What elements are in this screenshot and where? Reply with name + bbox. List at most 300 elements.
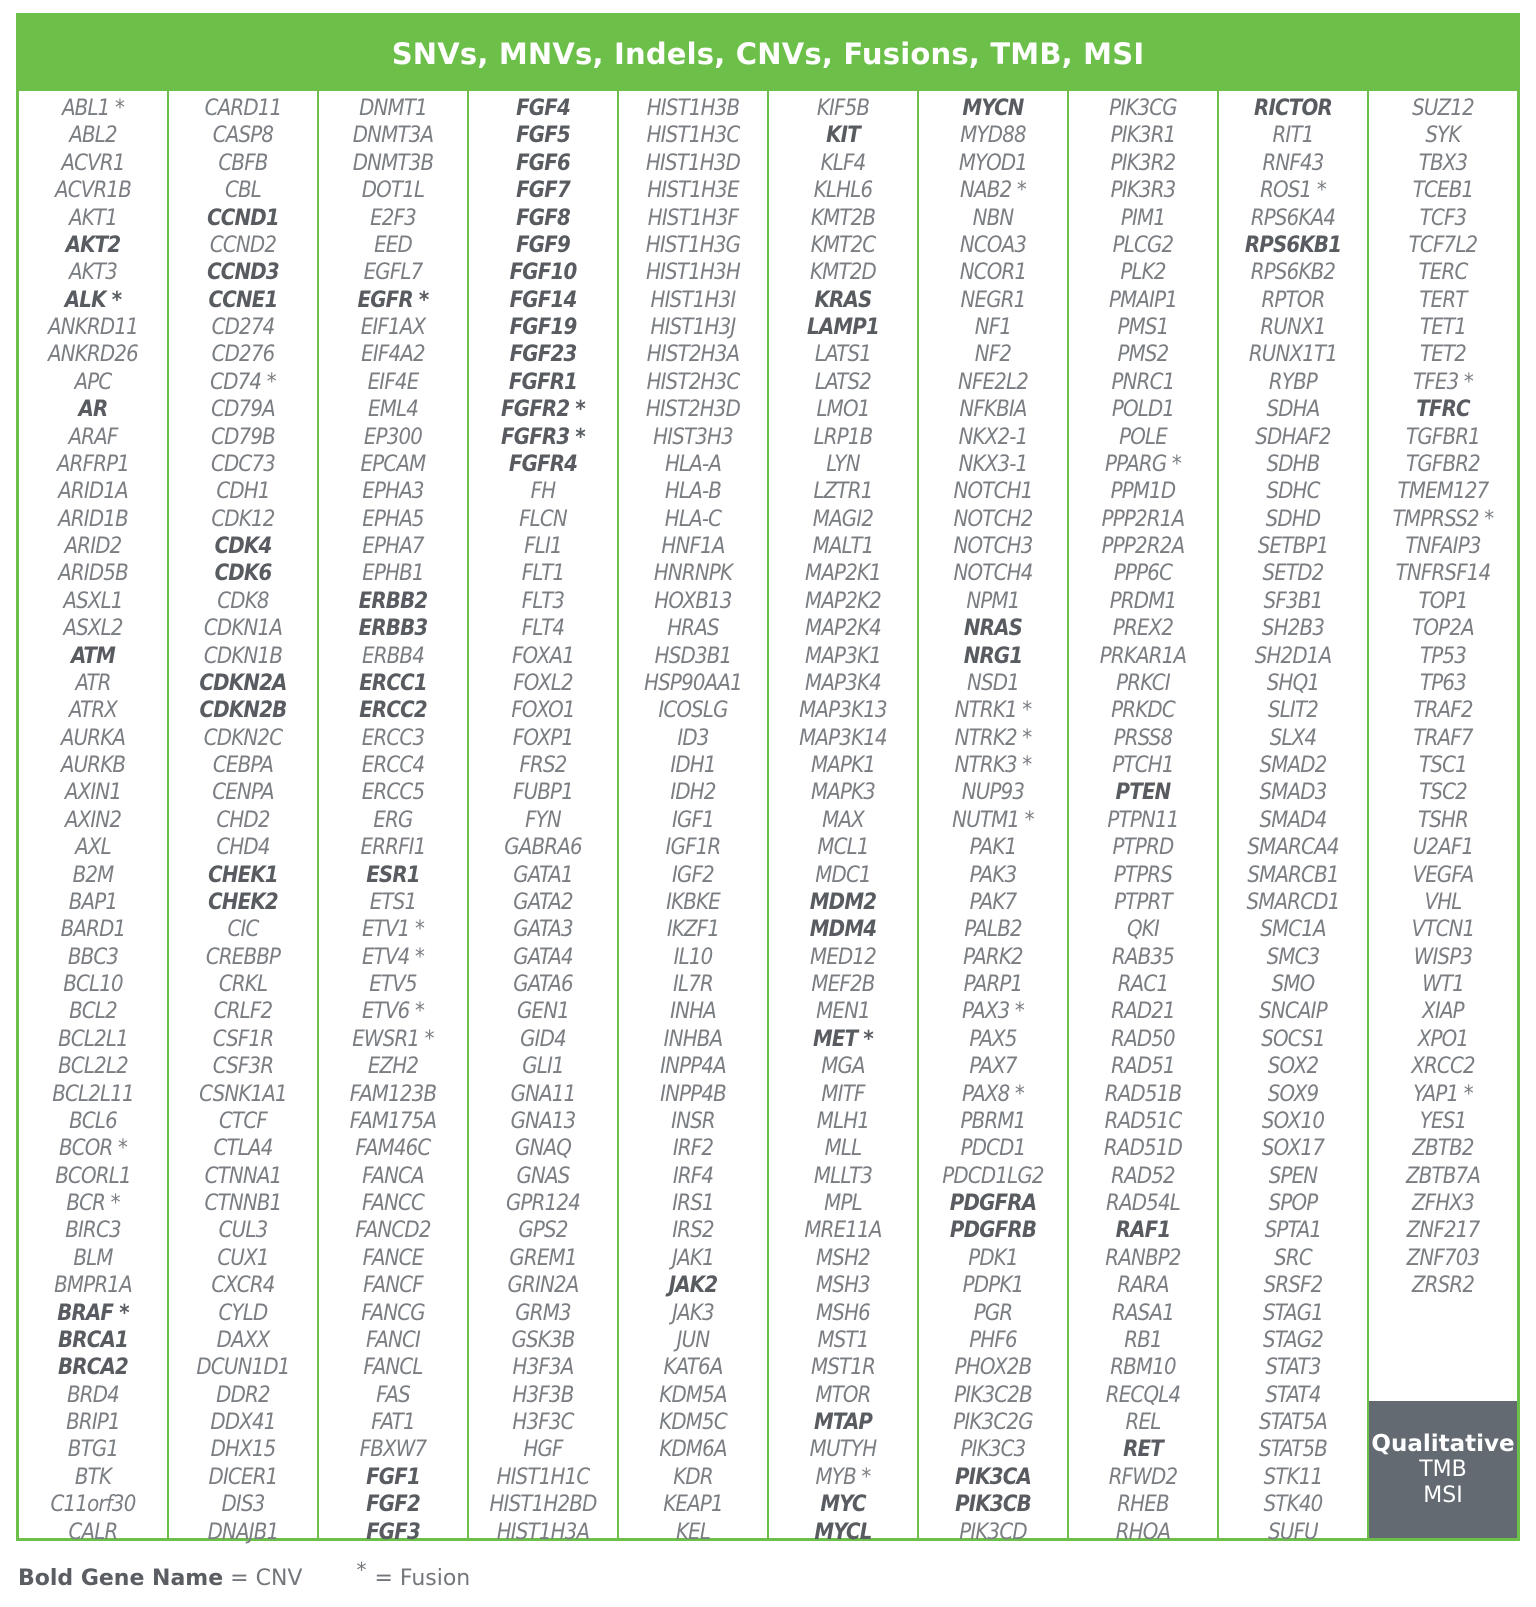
gene-name: RHOA xyxy=(1115,1519,1171,1545)
gene-name: STAT5B xyxy=(1258,1437,1328,1463)
gene-name: CCND1 xyxy=(207,205,279,231)
gene-name: MYD88 xyxy=(960,123,1026,149)
gene-name: SRC xyxy=(1274,1245,1312,1271)
gene-name: RAD21 xyxy=(1111,999,1175,1025)
gene-name: CD79B xyxy=(211,424,275,450)
gene-name: RASA1 xyxy=(1112,1300,1174,1326)
legend-fusion-text: = Fusion xyxy=(374,1566,471,1591)
gene-name: FLT4 xyxy=(521,616,565,642)
gene-name: SMC1A xyxy=(1260,917,1326,943)
gene-name: MEF2B xyxy=(811,972,875,997)
gene-name: SH2B3 xyxy=(1261,616,1325,642)
gene-name: MAP2K4 xyxy=(805,616,881,642)
gene-name: EED xyxy=(374,232,412,258)
gene-name: TMPRSS2 * xyxy=(1392,506,1494,532)
gene-name: PBRM1 xyxy=(960,1108,1026,1134)
gene-name: GLI1 xyxy=(522,1054,564,1080)
gene-name: PTPN11 xyxy=(1107,807,1179,833)
gene-name: HIST2H3A xyxy=(646,342,740,368)
gene-name: HLA-B xyxy=(664,479,722,505)
gene-name: CREBBP xyxy=(205,944,281,970)
gene-name: BARD1 xyxy=(60,917,126,943)
gene-name: BLM xyxy=(73,1245,113,1271)
gene-name: SRSF2 xyxy=(1263,1273,1323,1299)
gene-name: ARFRP1 xyxy=(56,451,130,477)
gene-name: RPS6KB1 xyxy=(1244,232,1342,258)
gene-name: IL7R xyxy=(673,972,713,997)
gene-name: PIK3R2 xyxy=(1110,150,1176,176)
gene-name: TBX3 xyxy=(1418,150,1468,176)
gene-name: CTNNA1 xyxy=(204,1163,282,1189)
gene-name: CRLF2 xyxy=(213,999,273,1025)
gene-name: KAT6A xyxy=(663,1355,723,1381)
gene-name: PNRC1 xyxy=(1111,369,1175,395)
gene-name: EIF1AX xyxy=(360,315,426,340)
gene-name: AXL xyxy=(75,835,111,861)
gene-name: PMS1 xyxy=(1117,315,1169,340)
gene-name: MLLT3 xyxy=(813,1163,873,1189)
gene-name: ETV4 * xyxy=(361,944,425,970)
gene-name: IRF4 xyxy=(672,1163,714,1189)
gene-name: TFRC xyxy=(1416,397,1470,423)
gene-name: SMAD3 xyxy=(1259,780,1327,806)
gene-name: KDR xyxy=(673,1464,713,1490)
gene-name: FGF10 xyxy=(509,260,577,286)
gene-name: GNA13 xyxy=(510,1108,576,1134)
gene-name: H3F3C xyxy=(512,1410,574,1435)
gene-name: SPOP xyxy=(1268,1191,1318,1216)
gene-name: INHBA xyxy=(663,1026,723,1052)
gene-name: ERRFI1 xyxy=(360,835,426,861)
gene-name: AURKA xyxy=(60,725,126,751)
gene-name: KIT xyxy=(826,123,860,149)
gene-name: PPP2R1A xyxy=(1101,506,1185,532)
gene-name: RET xyxy=(1123,1437,1163,1463)
gene-name: PMS2 xyxy=(1117,342,1169,368)
gene-name: EWSR1 * xyxy=(352,1026,434,1052)
gene-name: PIK3CA xyxy=(954,1464,1031,1490)
gene-name: GNAQ xyxy=(514,1136,572,1162)
gene-name: RAD52 xyxy=(1111,1163,1175,1189)
gene-name: HLA-C xyxy=(664,506,722,532)
gene-name: PDCD1LG2 xyxy=(942,1163,1044,1189)
gene-name: WT1 xyxy=(1422,972,1464,997)
gene-name: CDKN2A xyxy=(199,670,287,696)
gene-name: PIK3CB xyxy=(955,1492,1031,1518)
gene-name: STK11 xyxy=(1263,1464,1323,1490)
gene-name: SETBP1 xyxy=(1257,534,1329,559)
gene-name: PAX8 * xyxy=(962,1081,1024,1107)
gene-name: MSH2 xyxy=(816,1245,870,1271)
gene-name: RHEB xyxy=(1117,1492,1169,1518)
gene-name: TNFAIP3 xyxy=(1405,534,1481,559)
gene-name: PTCH1 xyxy=(1112,753,1174,778)
gene-name: ZRSR2 xyxy=(1411,1273,1475,1299)
gene-name: SMAD2 xyxy=(1259,753,1327,778)
gene-name: BAP1 xyxy=(68,889,118,915)
gene-name: FRS2 xyxy=(519,753,567,778)
gene-name: AKT3 xyxy=(69,260,117,286)
gene-name: EML4 xyxy=(368,397,418,423)
gene-name: ETV1 * xyxy=(361,917,425,943)
gene-name: RFWD2 xyxy=(1108,1464,1178,1490)
gene-name: MAPK1 xyxy=(810,753,876,778)
gene-name: BCL2L11 xyxy=(52,1081,134,1107)
gene-column-2 xyxy=(169,91,319,1545)
gene-name: SMAD4 xyxy=(1259,807,1327,833)
gene-name: GID4 xyxy=(520,1026,566,1052)
gene-name: HIST2H3C xyxy=(646,369,740,395)
gene-name: CTLA4 xyxy=(213,1136,273,1162)
gene-name: INHA xyxy=(670,999,716,1025)
gene-name: HSP90AA1 xyxy=(644,670,742,696)
gene-name: HIST1H3A xyxy=(496,1519,590,1545)
gene-name: GRM3 xyxy=(515,1300,571,1326)
gene-name: CHD2 xyxy=(216,807,270,833)
gene-name: FANCF xyxy=(363,1273,423,1299)
gene-name: H3F3A xyxy=(512,1355,574,1381)
gene-name: FGF1 xyxy=(366,1464,420,1490)
gene-name: VEGFA xyxy=(1412,862,1474,888)
gene-name: BCR * xyxy=(66,1191,120,1216)
gene-name: CCND2 xyxy=(209,232,277,258)
gene-name: ERCC1 xyxy=(359,670,427,696)
gene-name: BRCA1 xyxy=(58,1327,128,1353)
gene-name: DNMT3B xyxy=(352,150,434,176)
gene-name: RYBP xyxy=(1268,369,1318,395)
gene-name: SMARCB1 xyxy=(1247,862,1339,888)
gene-name: E2F3 xyxy=(370,205,416,231)
gene-name: MSH3 xyxy=(816,1273,870,1299)
gene-name: GATA1 xyxy=(513,862,573,888)
gene-name: PRKDC xyxy=(1111,698,1175,724)
gene-name: PTPRD xyxy=(1112,835,1174,861)
gene-name: GATA2 xyxy=(513,889,573,915)
gene-name: FGF8 xyxy=(516,205,570,231)
gene-name: CUL3 xyxy=(218,1218,268,1244)
gene-name: CHD4 xyxy=(216,835,270,861)
gene-name: RAD51B xyxy=(1104,1081,1182,1107)
gene-name: CCND3 xyxy=(207,260,279,286)
gene-name: NKX2-1 xyxy=(958,424,1028,450)
gene-name: FGF6 xyxy=(516,150,570,176)
gene-name: NUTM1 * xyxy=(952,807,1034,833)
gene-name: FBXW7 xyxy=(359,1437,427,1463)
gene-name: MALT1 xyxy=(812,534,874,559)
gene-name: VHL xyxy=(1424,889,1462,915)
gene-name: STAT5A xyxy=(1259,1410,1327,1435)
gene-name: FANCA xyxy=(362,1163,424,1189)
gene-name: KDM5A xyxy=(659,1382,727,1408)
gene-name: TRAF2 xyxy=(1413,698,1473,724)
gene-name: RPS6KA4 xyxy=(1250,205,1336,231)
gene-name: ERG xyxy=(373,807,413,833)
gene-name: YES1 xyxy=(1419,1108,1467,1134)
gene-name: GATA3 xyxy=(513,917,573,943)
gene-name: SMARCA4 xyxy=(1247,835,1339,861)
gene-name: TRAF7 xyxy=(1413,725,1473,751)
gene-name: TOP1 xyxy=(1418,588,1468,614)
gene-name: CDKN1B xyxy=(203,643,283,669)
gene-name: BRIP1 xyxy=(66,1410,120,1435)
gene-name: HIST1H1C xyxy=(496,1464,590,1490)
gene-name: ABL1 * xyxy=(61,96,125,121)
gene-name: MGA xyxy=(821,1054,865,1080)
gene-name: NUP93 xyxy=(961,780,1025,806)
gene-name: PIM1 xyxy=(1120,205,1166,231)
gene-name: AXIN2 xyxy=(64,807,122,833)
gene-name: EGFR * xyxy=(357,287,429,313)
gene-name: NOTCH3 xyxy=(953,534,1033,559)
gene-name: ROS1 * xyxy=(1260,178,1326,204)
gene-name: LZTR1 xyxy=(813,479,873,505)
gene-name: EZH2 xyxy=(367,1054,419,1080)
gene-name: BRD4 xyxy=(67,1382,119,1408)
gene-name: ARAF xyxy=(68,424,118,450)
gene-name: SMARCD1 xyxy=(1246,889,1340,915)
gene-name: MTOR xyxy=(815,1382,871,1408)
gene-name: MAX xyxy=(822,807,864,833)
gene-name: RANBP2 xyxy=(1105,1245,1181,1271)
gene-name: IKBKE xyxy=(666,889,720,915)
gene-name: ATM xyxy=(70,643,116,669)
gene-name: MAP3K4 xyxy=(805,670,881,696)
gene-name: PTPRT xyxy=(1114,889,1172,915)
gene-name: ARID1A xyxy=(58,479,128,505)
gene-name: BCL2L2 xyxy=(58,1054,128,1080)
gene-name: PDGFRB xyxy=(949,1218,1037,1244)
gene-name: CHEK1 xyxy=(208,862,278,888)
gene-name: SOX10 xyxy=(1261,1108,1325,1134)
gene-name: ZBTB2 xyxy=(1412,1136,1474,1162)
gene-name: BTG1 xyxy=(67,1437,119,1463)
gene-name: NFKBIA xyxy=(959,397,1027,423)
gene-name: MRE11A xyxy=(804,1218,882,1244)
gene-name: FH xyxy=(530,479,556,505)
gene-name: HIST3H3 xyxy=(653,424,733,450)
gene-name: RPS6KB2 xyxy=(1250,260,1336,286)
gene-name: TSC1 xyxy=(1419,753,1467,778)
gene-name: STK40 xyxy=(1263,1492,1323,1518)
gene-name: CDK6 xyxy=(214,561,272,587)
gene-name: NRAS xyxy=(963,616,1023,642)
gene-name: KMT2B xyxy=(810,205,876,231)
gene-name: MAP3K14 xyxy=(799,725,887,751)
gene-name: CBFB xyxy=(218,150,268,176)
gene-name: CRKL xyxy=(218,972,268,997)
gene-name: PAK1 xyxy=(969,835,1017,861)
gene-name: ATRX xyxy=(68,698,118,724)
gene-name: IKZF1 xyxy=(666,917,720,943)
gene-name: AR xyxy=(78,397,108,423)
gene-name: CASP8 xyxy=(212,123,274,149)
gene-name: FOXL2 xyxy=(513,670,573,696)
gene-name: SF3B1 xyxy=(1263,588,1323,614)
gene-name: IRS2 xyxy=(672,1218,714,1244)
gene-name: JAK3 xyxy=(672,1300,714,1326)
gene-name: DDX41 xyxy=(210,1410,276,1435)
gene-name: JAK2 xyxy=(668,1273,718,1299)
gene-name: PTEN xyxy=(1115,780,1171,806)
gene-name: CDC73 xyxy=(210,451,276,477)
gene-name: KLHL6 xyxy=(813,178,873,204)
gene-name: CIC xyxy=(227,917,259,943)
gene-name: APC xyxy=(74,369,112,395)
gene-name: NTRK2 * xyxy=(954,725,1032,751)
gene-name: ERBB3 xyxy=(358,616,428,642)
gene-name: FGFR3 * xyxy=(501,424,585,450)
gene-name: NOTCH4 xyxy=(953,561,1033,587)
gene-name: C11orf30 xyxy=(50,1492,136,1518)
gene-name: STAG2 xyxy=(1262,1327,1324,1353)
gene-name: EIF4E xyxy=(367,369,419,395)
gene-name: GNAS xyxy=(516,1163,570,1189)
gene-name: AURKB xyxy=(60,753,126,778)
gene-name: FGF2 xyxy=(366,1492,420,1518)
gene-name: XPO1 xyxy=(1417,1026,1469,1052)
gene-name: ANKRD26 xyxy=(48,342,138,368)
gene-column-7 xyxy=(919,91,1069,1545)
gene-name: CD276 xyxy=(211,342,275,368)
gene-name: ZBTB7A xyxy=(1405,1163,1481,1189)
gene-name: RECQL4 xyxy=(1105,1382,1181,1408)
gene-name: BTK xyxy=(74,1464,112,1490)
gene-name: BCORL1 xyxy=(55,1163,131,1189)
gene-name: LATS1 xyxy=(814,342,872,368)
gene-name: ETS1 xyxy=(369,889,417,915)
gene-name: PDGFRA xyxy=(949,1191,1037,1216)
gene-name: FGF4 xyxy=(516,96,570,121)
gene-name: MYB * xyxy=(815,1464,871,1490)
gene-name: PARP1 xyxy=(963,972,1023,997)
gene-name: CEBPA xyxy=(212,753,274,778)
gene-name: RAC1 xyxy=(1117,972,1169,997)
gene-name: CTNNB1 xyxy=(204,1191,282,1216)
gene-name: BCL6 xyxy=(69,1108,117,1134)
gene-name: EGFL7 xyxy=(363,260,423,286)
gene-name: PTPRS xyxy=(1113,862,1173,888)
gene-name: FGFR4 xyxy=(508,451,578,477)
gene-name: ERCC2 xyxy=(359,698,427,724)
gene-name: NAB2 * xyxy=(960,178,1026,204)
gene-name: HIST1H3D xyxy=(645,150,741,176)
gene-name: CYLD xyxy=(218,1300,268,1326)
gene-column-9 xyxy=(1219,91,1369,1545)
gene-name: HIST1H3B xyxy=(646,96,740,121)
gene-name: ALK * xyxy=(64,287,122,313)
gene-name: IRS1 xyxy=(672,1191,714,1216)
gene-name: EPCAM xyxy=(360,451,426,477)
gene-name: ATR xyxy=(75,670,111,696)
gene-name: ASXL1 xyxy=(63,588,123,614)
gene-name: NOTCH2 xyxy=(953,506,1033,532)
gene-name: CDKN1A xyxy=(203,616,283,642)
gene-column-6 xyxy=(769,91,919,1545)
gene-column-5 xyxy=(619,91,769,1545)
gene-name: NBN xyxy=(972,205,1014,231)
gene-name: ID3 xyxy=(677,725,709,751)
gene-name: GREM1 xyxy=(509,1245,577,1271)
gene-name: RAD50 xyxy=(1111,1026,1175,1052)
gene-name: FANCL xyxy=(363,1355,423,1381)
gene-name: SOX17 xyxy=(1261,1136,1325,1162)
gene-name: ERCC4 xyxy=(361,753,425,778)
gene-name: SOX2 xyxy=(1267,1054,1319,1080)
gene-name: PARK2 xyxy=(963,944,1023,970)
gene-name: FAM123B xyxy=(349,1081,437,1107)
gene-name: FGF3 xyxy=(366,1519,420,1545)
gene-name: TP53 xyxy=(1420,643,1466,669)
gene-name: CDK12 xyxy=(211,506,275,532)
gene-name: IDH2 xyxy=(670,780,716,806)
gene-name: GSK3B xyxy=(511,1327,575,1353)
gene-name: AKT1 xyxy=(69,205,117,231)
gene-name: DNMT1 xyxy=(359,96,427,121)
gene-name: MEN1 xyxy=(816,999,870,1025)
gene-column-1 xyxy=(19,91,169,1545)
gene-name: CD79A xyxy=(211,397,275,423)
gene-name: FOXO1 xyxy=(511,698,575,724)
gene-name: MDM4 xyxy=(809,917,877,943)
gene-name: IGF1R xyxy=(665,835,721,861)
gene-name: MAGI2 xyxy=(812,506,874,532)
gene-name: CXCR4 xyxy=(211,1273,275,1299)
gene-name: FLCN xyxy=(519,506,567,532)
gene-name: GPR124 xyxy=(506,1191,580,1216)
gene-name: PHF6 xyxy=(969,1327,1017,1353)
gene-name: FYN xyxy=(525,807,561,833)
gene-name: B2M xyxy=(72,862,114,888)
gene-name: MAP3K13 xyxy=(799,698,887,724)
gene-name: CCNE1 xyxy=(208,287,278,313)
gene-name: GEN1 xyxy=(516,999,570,1025)
gene-name: HLA-A xyxy=(664,451,722,477)
gene-name: PPP2R2A xyxy=(1101,534,1185,559)
gene-name: FGF9 xyxy=(516,232,570,258)
gene-name: MAP3K1 xyxy=(805,643,881,669)
gene-name: IL10 xyxy=(673,944,713,970)
gene-name: MSH6 xyxy=(816,1300,870,1326)
gene-name: KLF4 xyxy=(820,150,866,176)
gene-name: KRAS xyxy=(814,287,872,313)
gene-name: LAMP1 xyxy=(807,315,879,340)
gene-name: MUTYH xyxy=(809,1437,877,1463)
gene-name: ERBB4 xyxy=(361,643,424,669)
gene-name: EPHA3 xyxy=(362,479,424,505)
gene-name: IDH1 xyxy=(670,753,716,778)
gene-name: INPP4A xyxy=(660,1054,726,1080)
gene-name: MLH1 xyxy=(816,1108,870,1134)
gene-name: MITF xyxy=(821,1081,865,1107)
gene-name: MCL1 xyxy=(817,835,869,861)
gene-name: PALB2 xyxy=(964,917,1022,943)
gene-name: MYC xyxy=(820,1492,866,1518)
gene-name: IRF2 xyxy=(672,1136,714,1162)
gene-name: U2AF1 xyxy=(1412,835,1474,861)
gene-name: LMO1 xyxy=(816,397,870,423)
gene-name: PLCG2 xyxy=(1112,232,1174,258)
gene-name: NOTCH1 xyxy=(953,479,1033,505)
gene-name: FGFR1 xyxy=(508,369,578,395)
gene-name: NPM1 xyxy=(966,588,1020,614)
gene-name: RAD51 xyxy=(1111,1054,1175,1080)
gene-name: MET * xyxy=(813,1026,873,1052)
gene-name: MYCL xyxy=(814,1519,872,1545)
gene-name: ABL2 xyxy=(69,123,117,149)
gene-name: KIF5B xyxy=(816,96,870,121)
gene-name: FAT1 xyxy=(371,1410,415,1435)
gene-name: RAD51D xyxy=(1103,1136,1183,1162)
